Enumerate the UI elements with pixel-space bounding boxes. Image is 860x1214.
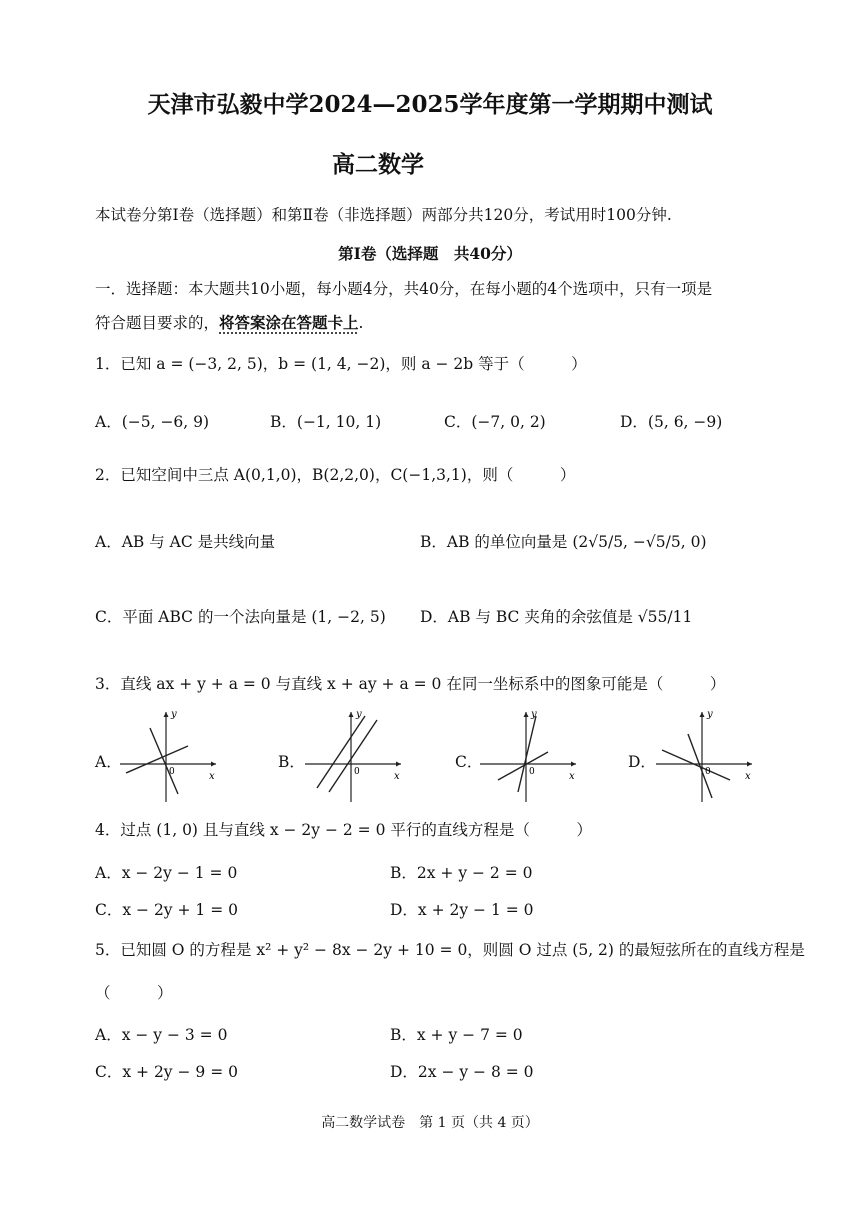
question-stem: 直线 ax + y + a = 0 与直线 x + ay + a = 0 在同一坐标系中的图象可能是（ ） <box>120 675 726 693</box>
q3-graph-d <box>654 708 762 808</box>
graph-origin-label: 0 <box>169 767 175 777</box>
q2-option-b: B．AB 的单位向量是 (2√5/5, −√5/5, 0) <box>420 533 707 551</box>
q3-option-b: B． <box>278 753 305 771</box>
instruction-emphasis: 将答案涂在答题卡上 <box>219 313 359 332</box>
q5-option-d: D．2x − y − 8 = 0 <box>390 1063 534 1081</box>
q4-option-a: A．x − 2y − 1 = 0 <box>95 864 238 882</box>
instruction-text: 符合题目要求的， <box>95 314 220 332</box>
instruction-line-1: 一．选择题：本大题共10小题，每小题4分，共40分，在每小题的4个选项中，只有一项是 <box>95 280 713 298</box>
exam-subtitle: 高二数学 <box>332 151 424 178</box>
instruction-line-2 <box>95 311 363 333</box>
instruction-period: . <box>358 314 364 332</box>
q3-graph-a <box>118 708 226 808</box>
q5-option-c: C．x + 2y − 9 = 0 <box>95 1063 238 1081</box>
question-4 <box>95 818 592 840</box>
question-1 <box>95 352 587 374</box>
question-stem: 已知圆 O 的方程是 x² + y² − 8x − 2y + 10 = 0，则圆 O 过点 (5, 2) 的最短弦所在的直线方程是 <box>120 941 805 959</box>
svg-text:x: x <box>394 771 400 782</box>
question-number: 5． <box>95 941 121 959</box>
svg-text:x: x <box>745 771 751 782</box>
question-number: 2． <box>95 466 121 484</box>
q3-graph-b <box>303 708 411 808</box>
svg-text:y: y <box>356 709 362 720</box>
q1-option-d: D．(5, 6, −9) <box>620 413 723 431</box>
q1-option-c: C．(−7, 0, 2) <box>444 413 546 431</box>
q2-option-d: D．AB 与 BC 夹角的余弦值是 √55/11 <box>420 608 693 626</box>
svg-text:x: x <box>569 771 575 782</box>
question-number: 4． <box>95 821 121 839</box>
q2-option-a: A．AB 与 AC 是共线向量 <box>95 533 276 551</box>
question-number: 1． <box>95 355 121 373</box>
question-2 <box>95 463 575 485</box>
exam-title: 天津市弘毅中学2024—2025学年度第一学期期中测试 <box>147 91 713 118</box>
svg-text:0: 0 <box>705 767 711 777</box>
graph-y-label: y <box>171 709 177 720</box>
q2-option-c: C．平面 ABC 的一个法向量是 (1, −2, 5) <box>95 608 386 626</box>
graph-x-label: x <box>209 771 215 782</box>
svg-text:0: 0 <box>354 767 360 777</box>
svg-text:0: 0 <box>529 767 535 777</box>
question-3 <box>95 672 725 694</box>
section-title: 第Ⅰ卷（选择题 共40分） <box>338 244 522 263</box>
question-stem: 过点 (1, 0) 且与直线 x − 2y − 2 = 0 平行的直线方程是（ ） <box>120 821 592 839</box>
q3-option-d: D． <box>628 753 656 771</box>
q4-option-c: C．x − 2y + 1 = 0 <box>95 901 238 919</box>
q1-option-b: B．(−1, 10, 1) <box>270 413 382 431</box>
q4-option-d: D．x + 2y − 1 = 0 <box>390 901 534 919</box>
intro-text: 本试卷分第Ⅰ卷（选择题）和第Ⅱ卷（非选择题）两部分共120分，考试用时100分钟. <box>95 206 672 224</box>
q5-stem-continued: （ ） <box>95 984 173 1002</box>
q3-option-a: A． <box>95 753 122 771</box>
svg-text:y: y <box>707 709 713 720</box>
q5-option-a: A．x − y − 3 = 0 <box>95 1026 228 1044</box>
q1-option-a: A．(−5, −6, 9) <box>95 413 210 431</box>
page-footer: 高二数学试卷 第 1 页（共 4 页） <box>321 1115 539 1131</box>
q4-option-b: B．2x + y − 2 = 0 <box>390 864 533 882</box>
question-5 <box>95 938 805 960</box>
svg-text:y: y <box>531 709 537 720</box>
question-stem: 已知空间中三点 A(0,1,0)，B(2,2,0)，C(−1,3,1)，则（ ） <box>120 466 576 484</box>
q3-option-c: C． <box>455 753 483 771</box>
q3-graph-c <box>478 708 586 808</box>
question-number: 3． <box>95 675 121 693</box>
q5-option-b: B．x + y − 7 = 0 <box>390 1026 523 1044</box>
question-stem: 已知 a = (−3, 2, 5)，b = (1, 4, −2)，则 a − 2b 等于（ ） <box>120 355 587 373</box>
